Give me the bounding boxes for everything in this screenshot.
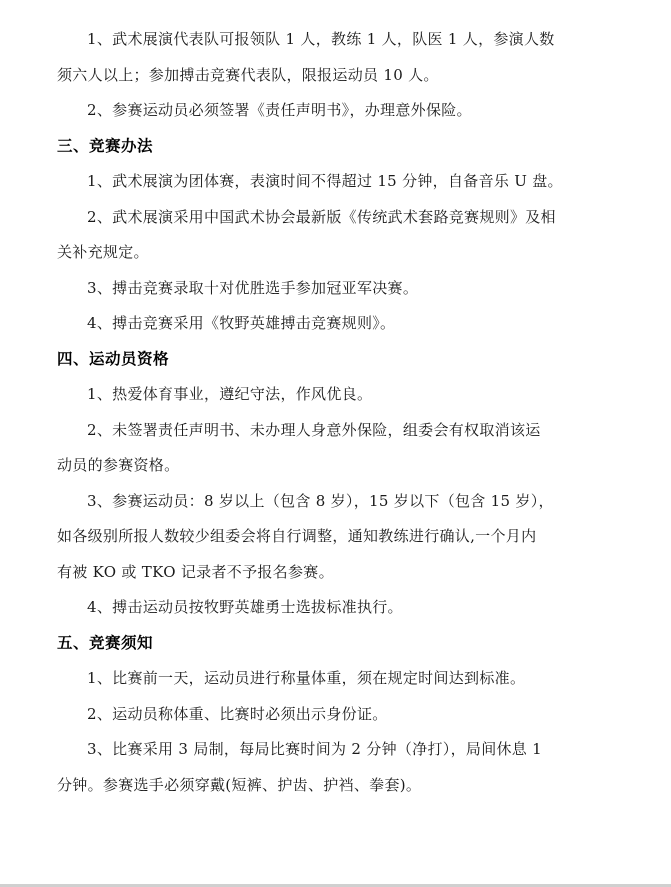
paragraph-line: 1、比赛前一天，运动员进行称量体重，须在规定时间达到标准。 [87, 669, 526, 687]
paragraph-line: 1、武术展演代表队可报领队 1 人，教练 1 人，队医 1 人，参演人数 [87, 30, 555, 48]
paragraph-line: 3、比赛采用 3 局制，每局比赛时间为 2 分钟（净打），局间休息 1 [87, 740, 543, 758]
paragraph-line: 1、热爱体育事业，遵纪守法，作风优良。 [87, 385, 373, 403]
paragraph-line: 如各级别所报人数较少组委会将自行调整，通知教练进行确认,一个月内 [57, 527, 537, 545]
paragraph-line: 4、搏击运动员按牧野英雄勇士选拔标准执行。 [87, 598, 403, 616]
paragraph-line: 2、未签署责任声明书、未办理人身意外保险，组委会有权取消该运 [87, 420, 541, 439]
paragraph-line: 2、参赛运动员必须签署《责任声明书》，办理意外保险。 [87, 101, 472, 119]
paragraph-line: 3、参赛运动员：8 岁以上（包含 8 岁），15 岁以下（包含 15 岁）， [87, 491, 554, 510]
paragraph-line: 动员的参赛资格。 [57, 456, 180, 474]
section-heading: 三、竞赛办法 [57, 136, 154, 155]
paragraph-line: 分钟。参赛选手必须穿戴(短裤、护齿、护裆、拳套)。 [57, 775, 422, 794]
paragraph-line: 关补充规定。 [57, 243, 149, 261]
paragraph-line: 2、运动员称体重、比赛时必须出示身份证。 [87, 704, 388, 723]
paragraph-line: 须六人以上；参加搏击竞赛代表队，限报运动员 10 人。 [57, 65, 439, 84]
section-heading: 五、竞赛须知 [57, 633, 154, 652]
paragraph-line: 3、搏击竞赛录取十对优胜选手参加冠亚军决赛。 [87, 278, 419, 297]
paragraph-line: 有被 KO 或 TKO 记录者不予报名参赛。 [57, 562, 334, 581]
paragraph-line: 1、武术展演为团体赛，表演时间不得超过 15 分钟，自备音乐 U 盘。 [87, 172, 563, 190]
section-heading: 四、运动员资格 [57, 349, 170, 368]
paragraph-line: 4、搏击竞赛采用《牧野英雄搏击竞赛规则》。 [87, 314, 396, 332]
paragraph-line: 2、武术展演采用中国武术协会最新版《传统武术套路竞赛规则》及相 [87, 207, 556, 226]
